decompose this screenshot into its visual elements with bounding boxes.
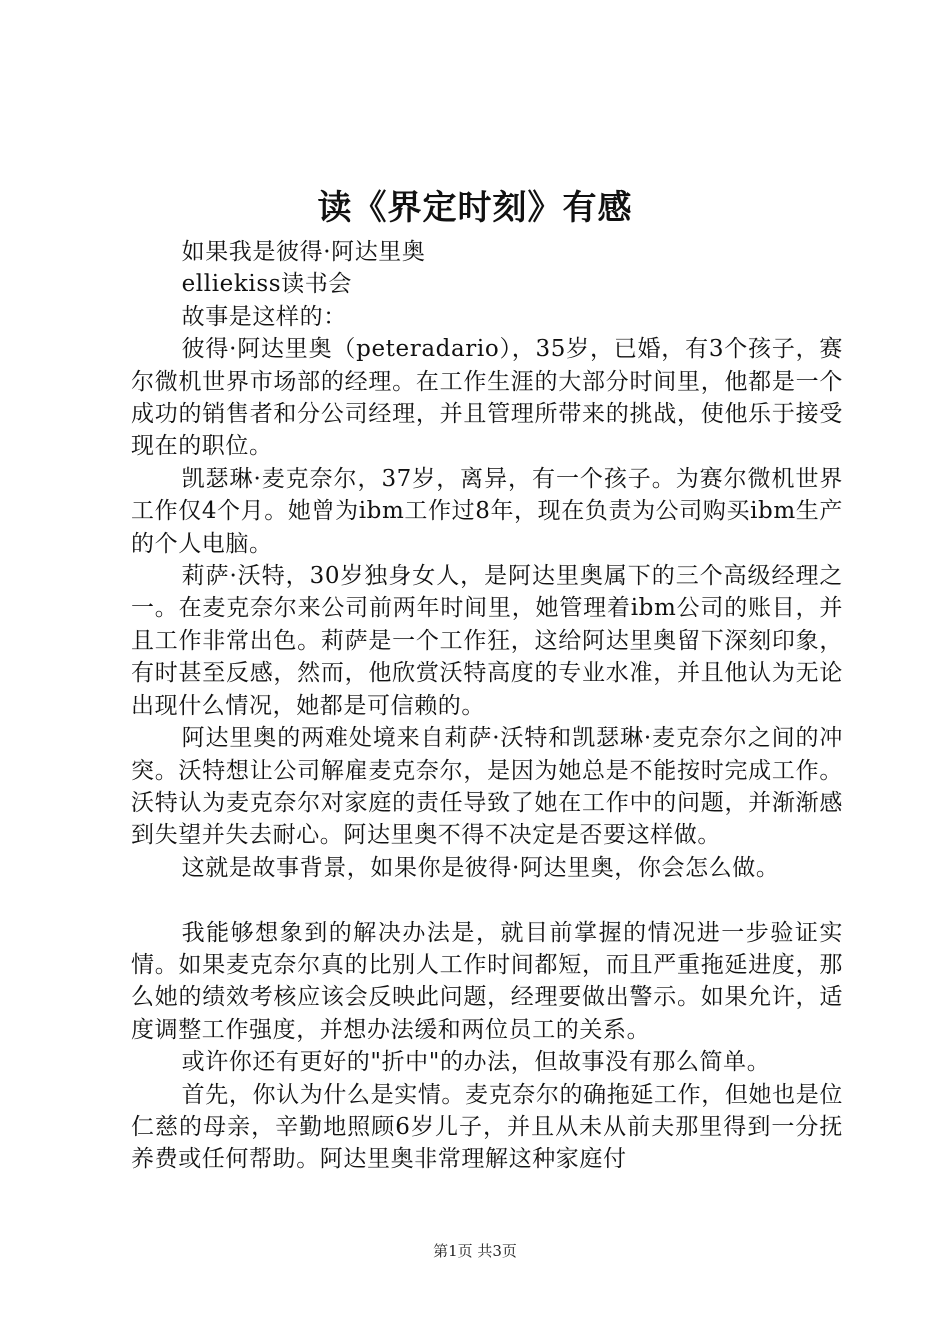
paragraph-facts: 首先，你认为什么是实情。麦克奈尔的确拖延工作，但她也是位仁慈的母亲，辛勤地照顾6岁儿子，并且从未从前夫那里得到一分抚养费或任何帮助。阿达里奥非常理解这种家庭付 [131,1081,843,1173]
paragraph-subtitle: 如果我是彼得·阿达里奥 [181,239,426,265]
paragraph-catherine: 凯瑟琳·麦克奈尔，37岁，离异，有一个孩子。为赛尔微机世界工作仅4个月。她曾为ibm工作过8年，现在负责为公司购买ibm生产的个人电脑。 [131,465,843,557]
paragraph-solution: 我能够想象到的解决办法是，就目前掌握的情况进一步验证实情。如果麦克奈尔真的比别人工作时间都短，而且严重拖延进度，那么她的绩效考核应该会反映此问题，经理要做出警示。如果允许，适度调整工作强度，并想办法缓和两位员工的关系。 [131,919,843,1043]
paragraph-peter: 彼得·阿达里奥（peteradario），35岁，已婚，有3个孩子，赛尔微机世界市场部的经理。在工作生涯的大部分时间里，他都是一个成功的销售者和分公司经理，并且管理所带来的挑战，使他乐于接受现在的职位。 [131,336,843,460]
document-title: 读《界定时刻》有感 [317,188,633,228]
paragraph-spacer [131,884,843,916]
paragraph-intro: 故事是这样的： [181,303,347,330]
paragraph-compromise: 或许你还有更好的"折中"的办法，但故事没有那么简单。 [181,1049,771,1076]
paragraph-question: 这就是故事背景，如果你是彼得·阿达里奥，你会怎么做。 [181,854,780,881]
paragraph-lisa: 莉萨·沃特，30岁独身女人，是阿达里奥属下的三个高级经理之一。在麦克奈尔来公司前两年时间里，她管理着ibm公司的账目，并且工作非常出色。莉萨是一个工作狂，这给阿达里奥留下深刻印象，有时甚至反感，然而，他欣赏沃特高度的专业水准，并且他认为无论出现什么情况，她都是可信赖的。 [131,563,843,719]
paragraph-source: elliekiss读书会 [181,271,352,298]
document-body [131,236,843,1176]
paragraph-dilemma: 阿达里奥的两难处境来自莉萨·沃特和凯瑟琳·麦克奈尔之间的冲突。沃特想让公司解雇麦克奈尔，是因为她总是不能按时完成工作。沃特认为麦克奈尔对家庭的责任导致了她在工作中的问题，并渐渐感到失望并失去耐心。阿达里奥不得不决定是否要这样做。 [131,725,843,849]
page-footer: 第1页 共3页 [433,1242,517,1260]
